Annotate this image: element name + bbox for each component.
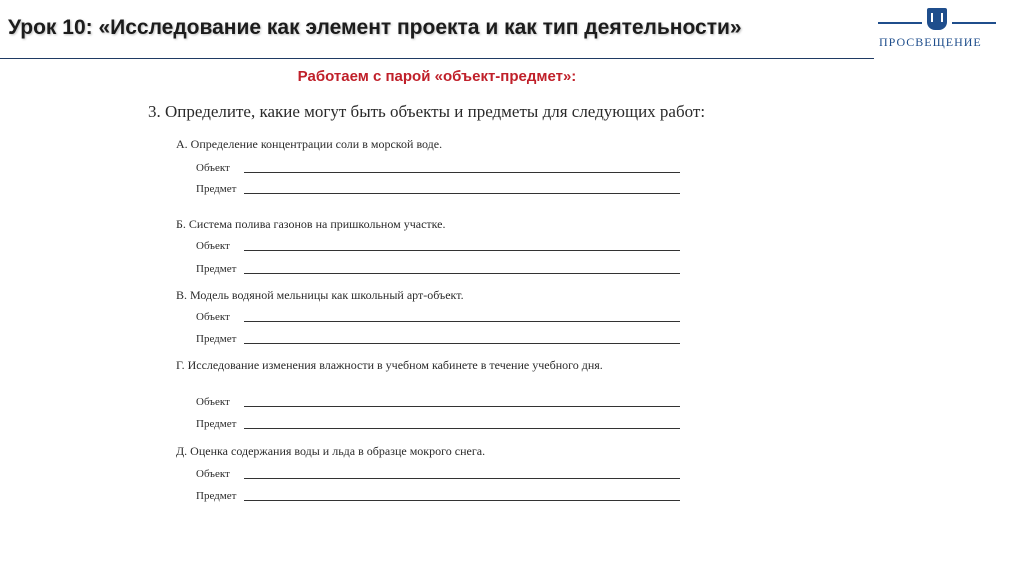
publisher-logo [878, 8, 1000, 50]
subject-label: Предмет [196, 183, 237, 195]
answer-line [244, 321, 680, 322]
title-rule [0, 58, 874, 59]
answer-line [244, 193, 680, 194]
item-heading: А. Определение концентрации соли в морской воде. [176, 137, 443, 151]
answer-line [244, 500, 680, 501]
object-label: Объект [196, 468, 230, 480]
answer-line [244, 428, 680, 429]
subject-field [196, 490, 680, 504]
subject-field [196, 418, 680, 432]
object-field [196, 468, 680, 482]
item-heading: Г. Исследование изменения влажности в учебном кабинете в течение учебного дня. [176, 358, 603, 372]
answer-line [244, 478, 680, 479]
object-field [196, 240, 680, 254]
logo-text: ПРОСВЕЩЕНИЕ [879, 35, 982, 49]
object-label: Объект [196, 396, 230, 408]
answer-line [244, 343, 680, 344]
answer-line [244, 250, 680, 251]
object-label: Объект [196, 240, 230, 252]
worksheet [140, 96, 780, 516]
object-field [196, 311, 680, 325]
answer-line [244, 172, 680, 173]
logo-emblem-icon [927, 8, 947, 30]
answer-line [244, 273, 680, 274]
object-field [196, 162, 680, 176]
item-heading: Б. Система полива газонов на пришкольном участке. [176, 217, 446, 231]
subject-field [196, 183, 680, 197]
subject-label: Предмет [196, 263, 237, 275]
subject-label: Предмет [196, 490, 237, 502]
subject-field [196, 333, 680, 347]
item-heading: Д. Оценка содержания воды и льда в образце мокрого снега. [176, 444, 486, 458]
slide-title: Урок 10: «Исследование как элемент проекта и как тип деятельности» [8, 16, 742, 39]
object-label: Объект [196, 311, 230, 323]
subject-field [196, 263, 680, 277]
subject-label: Предмет [196, 333, 237, 345]
subtitle: Работаем с парой «объект-предмет»: [297, 68, 577, 85]
answer-line [244, 406, 680, 407]
object-field [196, 396, 680, 410]
subject-label: Предмет [196, 418, 237, 430]
item-heading: В. Модель водяной мельницы как школьный арт-объект. [176, 288, 464, 302]
task-heading: 3. Определите, какие могут быть объекты и предметы для следующих работ: [148, 102, 706, 121]
object-label: Объект [196, 162, 230, 174]
